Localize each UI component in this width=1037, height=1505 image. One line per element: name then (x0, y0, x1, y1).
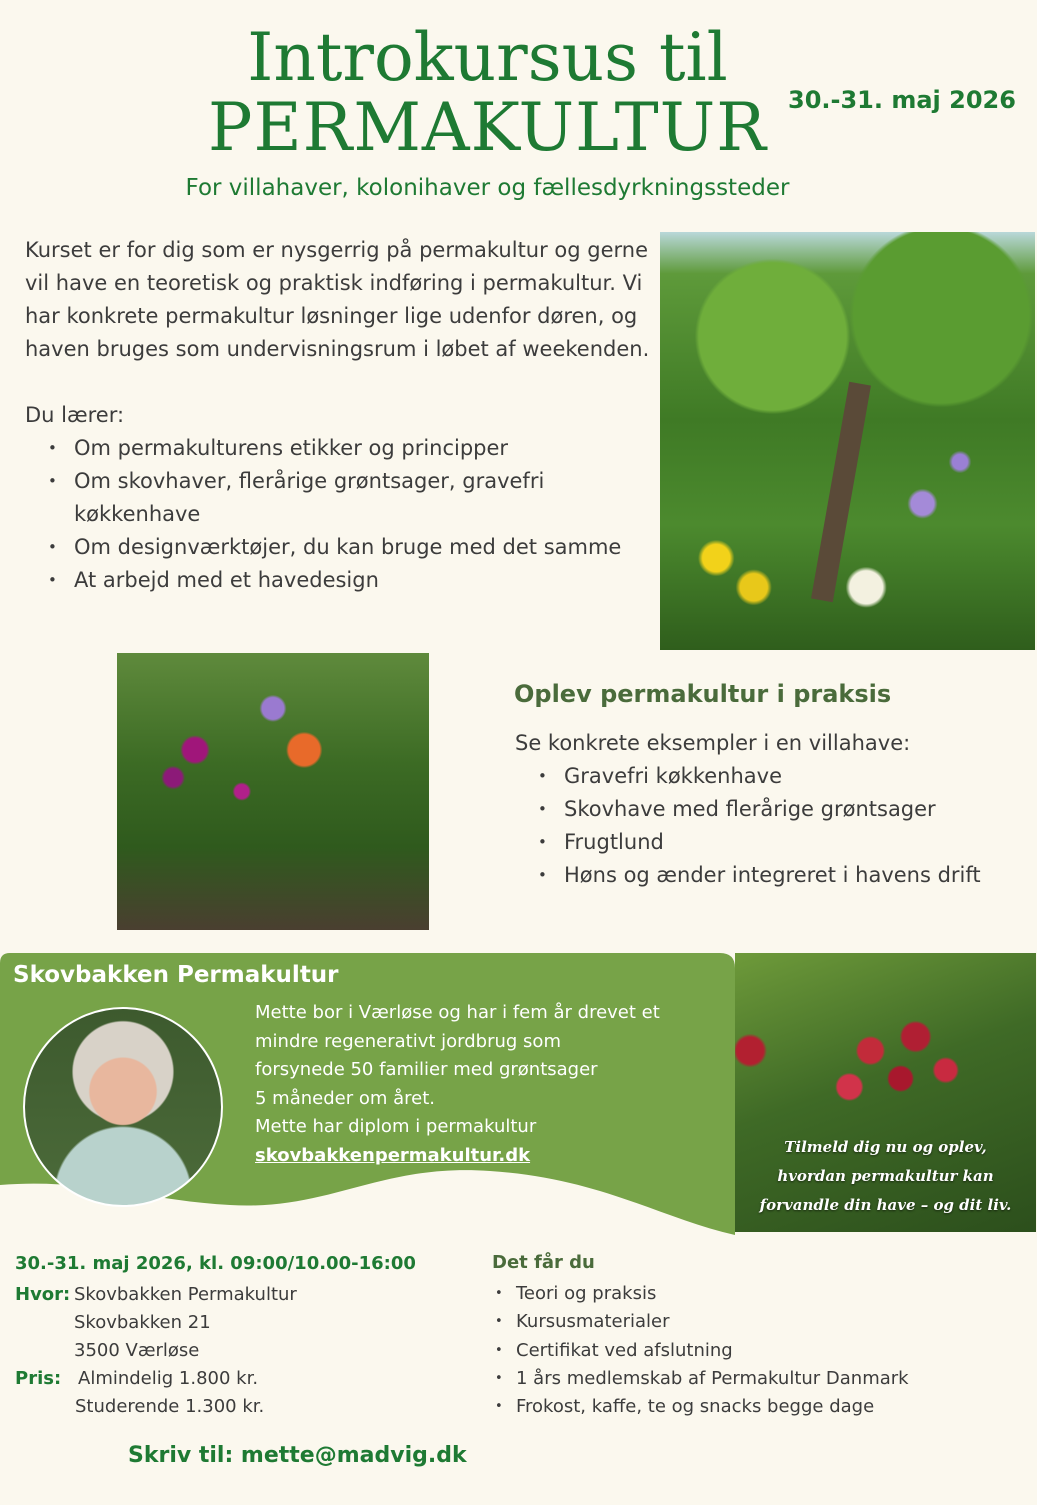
list-item: • Certifikat ved afslutning (492, 1337, 1032, 1365)
includes-section (492, 1280, 1032, 1421)
price-label: Pris: (15, 1368, 62, 1389)
praksis-lead: Se konkrete eksempler i en villahave: (515, 731, 911, 755)
learn-heading: Du lærer: (25, 403, 125, 427)
where-line: Skovbakken 21 (74, 1312, 211, 1333)
teacher-avatar (23, 1007, 223, 1207)
list-item: • Teori og praksis (492, 1280, 1032, 1308)
promo-line: Tilmeld dig nu og oplev, (784, 1138, 987, 1156)
includes-list (492, 1280, 1032, 1421)
tree-garden-photo (660, 232, 1035, 650)
list-item: • Om skovhaver, flerårige grøntsager, gravefri køkkenhave (25, 465, 655, 531)
website-link[interactable]: skovbakkenpermakultur.dk (255, 1144, 531, 1166)
subtitle: For villahaver, kolonihaver og fællesdyrkningssteder (185, 175, 790, 201)
list-item: • Høns og ænder integreret i havens drift (515, 859, 1035, 892)
price-line: Studerende 1.300 kr. (75, 1396, 265, 1417)
list-item: • Frokost, kaffe, te og snacks begge dage (492, 1393, 1032, 1421)
promo-line: forvandle din have – og dit liv. (759, 1196, 1012, 1214)
where-label: Hvor: (15, 1284, 71, 1305)
list-item: • Gravefri køkkenhave (515, 760, 1035, 793)
intro-paragraph: Kurset er for dig som er nysgerrig på permakultur og gerne vil have en teoretisk og praktisk indføring i permakultur. Vi har konkrete permakultur løsninger lige udenfor døren, og haven bruges som undervisningsrum i løbet af weekenden. (25, 238, 650, 361)
title-line-2: PERMAKULTUR (208, 89, 767, 166)
where-line: Skovbakken Permakultur (74, 1284, 297, 1305)
list-item: • Om designværktøjer, du kan bruge med det samme (25, 531, 655, 564)
where-line: 3500 Værløse (74, 1340, 200, 1361)
bio-line: 5 måneder om året. (255, 1087, 435, 1109)
praksis-heading: Oplev permakultur i praksis (514, 680, 892, 708)
flower-garden-photo (117, 653, 429, 930)
promo-line: hvordan permakultur kan (777, 1167, 994, 1185)
list-item: • Kursusmaterialer (492, 1308, 1032, 1336)
bio-line: Mette har diplom i permakultur (255, 1116, 537, 1137)
list-item: • 1 års medlemskab af Permakultur Danmark (492, 1365, 1032, 1393)
course-date: 30.-31. maj 2026 (788, 86, 1016, 114)
teacher-bio (255, 999, 695, 1170)
title-line-1: Introkursus til (247, 19, 728, 96)
list-item: • At arbejd med et havedesign (25, 564, 655, 597)
praksis-list (515, 760, 1035, 892)
list-item: • Om permakulturens etikker og principper (25, 432, 655, 465)
berries-photo (735, 953, 1036, 1232)
bio-line: mindre regenerativt jordbrug som (255, 1030, 561, 1052)
date-time: 30.-31. maj 2026, kl. 09:00/10.00-16:00 (15, 1253, 416, 1274)
bio-line: Mette bor i Værløse og har i fem år drevet et (255, 1002, 660, 1023)
list-item: • Frugtlund (515, 826, 1035, 859)
learn-list (25, 432, 655, 597)
intro-section (25, 234, 655, 597)
tree-trunk (811, 382, 871, 602)
list-item: • Skovhave med flerårige grøntsager (515, 793, 1035, 826)
promo-text (735, 1133, 1036, 1220)
contact-email[interactable]: Skriv til: mette@madvig.dk (128, 1443, 467, 1468)
includes-heading: Det får du (492, 1252, 595, 1273)
price-line: Almindelig 1.800 kr. (78, 1368, 259, 1389)
org-name: Skovbakken Permakultur (13, 962, 339, 988)
praksis-section (515, 727, 1035, 892)
bio-line: forsynede 50 familier med grøntsager (255, 1059, 598, 1080)
